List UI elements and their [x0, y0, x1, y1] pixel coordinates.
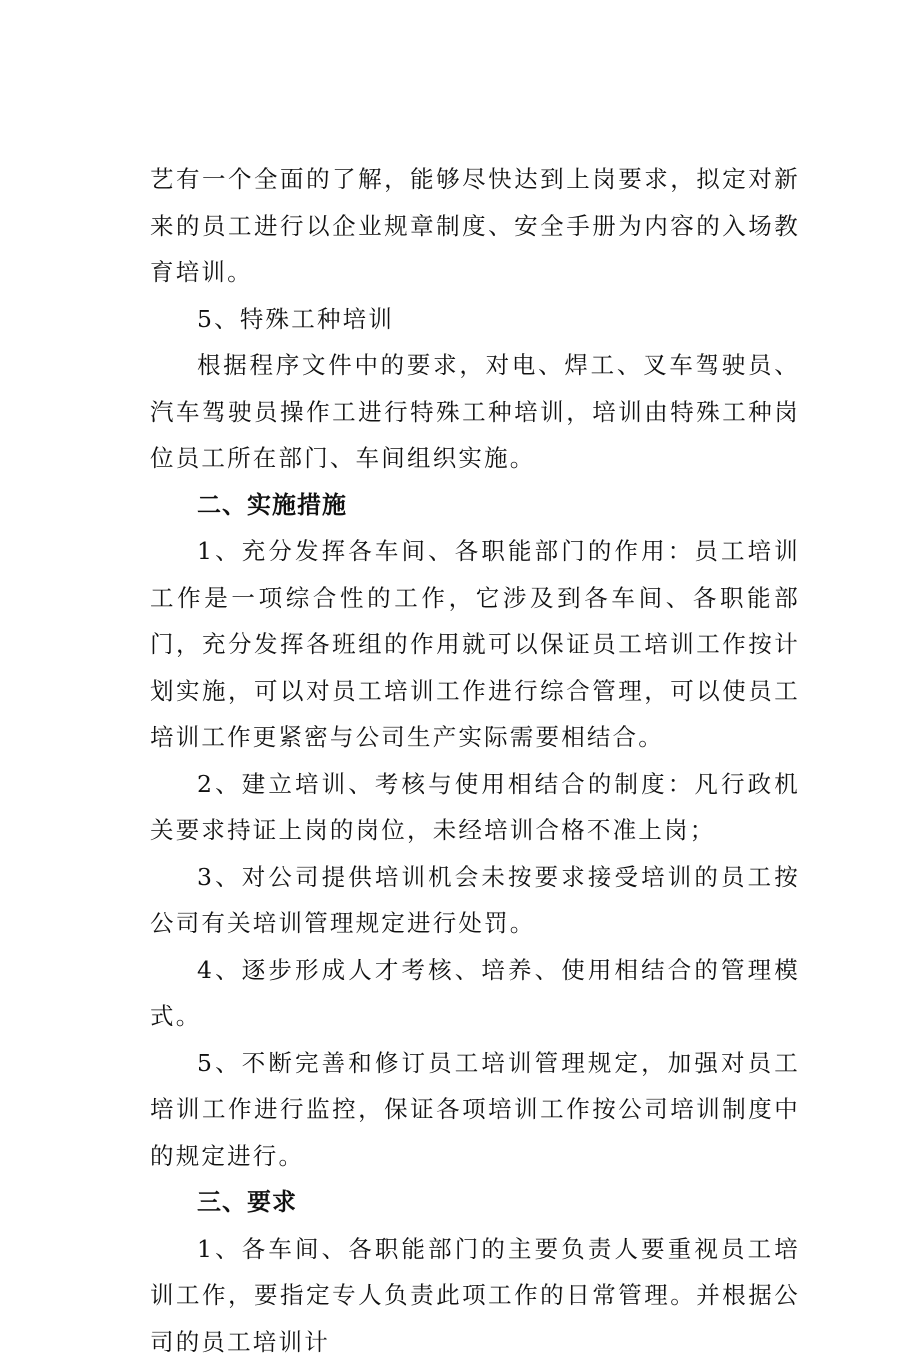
document-page [150, 156, 800, 1365]
item-special-training-body: 根据程序文件中的要求，对电、焊工、叉车驾驶员、汽车驾驶员操作工进行特殊工种培训，培训由特殊工种岗位员工所在部门、车间组织实施。 [150, 342, 800, 482]
measures-item-1: 1、充分发挥各车间、各职能部门的作用：员工培训工作是一项综合性的工作，它涉及到各车间、各职能部门，充分发挥各班组的作用就可以保证员工培训工作按计划实施，可以对员工培训工作进行综合管理，可以使员工培训工作更紧密与公司生产实际需要相结合。 [150, 528, 800, 761]
measures-item-4: 4、逐步形成人才考核、培养、使用相结合的管理模式。 [150, 947, 800, 1040]
item-special-training-title: 5、特殊工种培训 [150, 296, 800, 343]
section-heading-measures: 二、实施措施 [150, 482, 800, 529]
measures-item-5: 5、不断完善和修订员工培训管理规定，加强对员工培训工作进行监控，保证各项培训工作按公司培训制度中的规定进行。 [150, 1040, 800, 1180]
paragraph-continued: 艺有一个全面的了解，能够尽快达到上岗要求，拟定对新来的员工进行以企业规章制度、安全手册为内容的入场教育培训。 [150, 156, 800, 296]
section-heading-requirements: 三、要求 [150, 1179, 800, 1226]
measures-item-3: 3、对公司提供培训机会未按要求接受培训的员工按公司有关培训管理规定进行处罚。 [150, 854, 800, 947]
measures-item-2: 2、建立培训、考核与使用相结合的制度：凡行政机关要求持证上岗的岗位，未经培训合格不准上岗； [150, 761, 800, 854]
requirements-item-1: 1、各车间、各职能部门的主要负责人要重视员工培训工作，要指定专人负责此项工作的日常管理。并根据公司的员工培训计 [150, 1226, 800, 1365]
